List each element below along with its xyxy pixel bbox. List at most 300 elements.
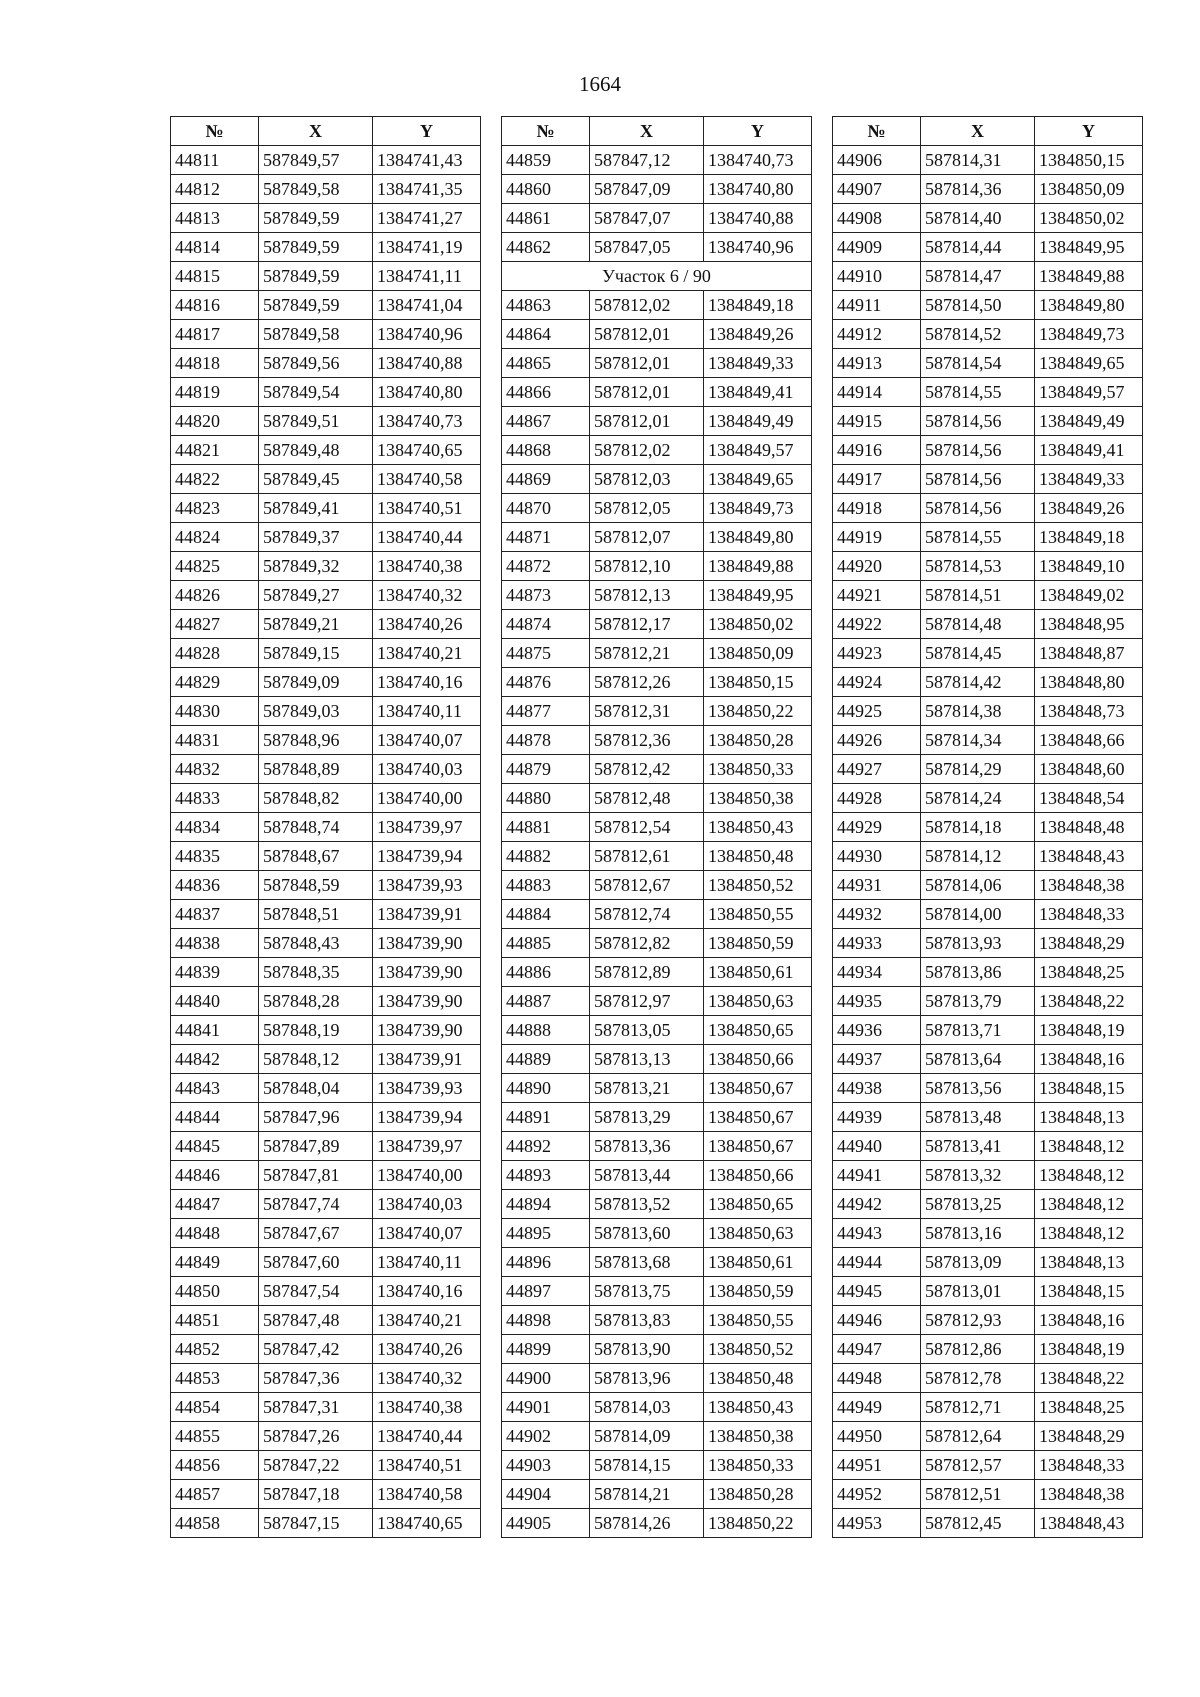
table-row [171,1045,481,1074]
y-coordinate-cell: 1384740,58 [373,1480,481,1509]
table-row [833,1509,1143,1538]
point-number-cell: 44922 [833,610,921,639]
y-coordinate-cell: 1384850,43 [704,1393,812,1422]
point-number-cell: 44859 [502,146,590,175]
y-coordinate-cell: 1384740,73 [373,407,481,436]
point-number-cell: 44919 [833,523,921,552]
x-coordinate-cell: 587813,41 [921,1132,1035,1161]
point-number-cell: 44848 [171,1219,259,1248]
x-coordinate-cell: 587814,00 [921,900,1035,929]
table-row [171,262,481,291]
table-row [171,1219,481,1248]
point-number-cell: 44826 [171,581,259,610]
x-coordinate-cell: 587849,21 [259,610,373,639]
table-row [502,436,812,465]
x-coordinate-cell: 587812,42 [590,755,704,784]
table-row [833,813,1143,842]
y-coordinate-cell: 1384848,33 [1035,900,1143,929]
table-row [833,1074,1143,1103]
point-number-cell: 44869 [502,465,590,494]
x-coordinate-cell: 587813,86 [921,958,1035,987]
point-number-cell: 44836 [171,871,259,900]
point-number-cell: 44912 [833,320,921,349]
table-row [171,1480,481,1509]
y-coordinate-cell: 1384850,63 [704,1219,812,1248]
x-coordinate-cell: 587848,67 [259,842,373,871]
x-coordinate-cell: 587812,31 [590,697,704,726]
point-number-cell: 44861 [502,204,590,233]
x-coordinate-cell: 587812,07 [590,523,704,552]
x-coordinate-cell: 587847,48 [259,1306,373,1335]
x-coordinate-cell: 587812,57 [921,1451,1035,1480]
point-number-cell: 44893 [502,1161,590,1190]
x-coordinate-cell: 587847,22 [259,1451,373,1480]
x-coordinate-cell: 587813,25 [921,1190,1035,1219]
table-row [833,1306,1143,1335]
point-number-cell: 44838 [171,929,259,958]
point-number-cell: 44913 [833,349,921,378]
table-row [171,1016,481,1045]
y-coordinate-cell: 1384850,67 [704,1074,812,1103]
y-coordinate-cell: 1384849,26 [1035,494,1143,523]
point-number-cell: 44881 [502,813,590,842]
y-coordinate-cell: 1384850,63 [704,987,812,1016]
table-row [171,1103,481,1132]
table-row [833,552,1143,581]
x-coordinate-cell: 587812,02 [590,291,704,320]
table-row [833,726,1143,755]
y-coordinate-cell: 1384740,11 [373,697,481,726]
table-row [833,465,1143,494]
y-coordinate-cell: 1384850,43 [704,813,812,842]
point-number-cell: 44906 [833,146,921,175]
table-row [171,958,481,987]
y-coordinate-cell: 1384849,41 [704,378,812,407]
table-row [833,262,1143,291]
point-number-cell: 44888 [502,1016,590,1045]
x-coordinate-cell: 587814,31 [921,146,1035,175]
x-coordinate-cell: 587847,74 [259,1190,373,1219]
y-coordinate-cell: 1384848,22 [1035,1364,1143,1393]
table-row [502,1219,812,1248]
table-row [502,378,812,407]
table-row [171,929,481,958]
table-row [171,755,481,784]
point-number-cell: 44853 [171,1364,259,1393]
y-coordinate-cell: 1384740,00 [373,1161,481,1190]
y-coordinate-cell: 1384740,11 [373,1248,481,1277]
table-row [833,1190,1143,1219]
x-coordinate-cell: 587814,56 [921,436,1035,465]
x-coordinate-cell: 587849,37 [259,523,373,552]
y-coordinate-cell: 1384740,07 [373,1219,481,1248]
y-coordinate-cell: 1384849,65 [704,465,812,494]
point-number-cell: 44865 [502,349,590,378]
x-coordinate-cell: 587814,44 [921,233,1035,262]
x-coordinate-cell: 587812,10 [590,552,704,581]
table-row [833,291,1143,320]
x-coordinate-cell: 587813,21 [590,1074,704,1103]
table-row [502,610,812,639]
x-coordinate-cell: 587812,05 [590,494,704,523]
y-coordinate-cell: 1384740,96 [373,320,481,349]
y-coordinate-cell: 1384848,43 [1035,842,1143,871]
x-coordinate-cell: 587847,36 [259,1364,373,1393]
y-coordinate-cell: 1384741,35 [373,175,481,204]
y-coordinate-cell: 1384850,22 [704,697,812,726]
table-row [502,1074,812,1103]
y-coordinate-cell: 1384741,27 [373,204,481,233]
table-row [171,523,481,552]
table-row [833,523,1143,552]
table-row [502,349,812,378]
table-row [833,755,1143,784]
point-number-cell: 44887 [502,987,590,1016]
x-coordinate-cell: 587849,03 [259,697,373,726]
point-number-cell: 44889 [502,1045,590,1074]
y-coordinate-cell: 1384848,22 [1035,987,1143,1016]
table-row [502,465,812,494]
x-coordinate-cell: 587814,21 [590,1480,704,1509]
section-row [502,262,812,291]
point-number-cell: 44860 [502,175,590,204]
x-coordinate-cell: 587849,51 [259,407,373,436]
point-number-cell: 44856 [171,1451,259,1480]
table-row [502,1161,812,1190]
table-row [171,204,481,233]
table-row [171,900,481,929]
table-row [833,1248,1143,1277]
y-coordinate-cell: 1384848,38 [1035,1480,1143,1509]
y-coordinate-cell: 1384740,32 [373,581,481,610]
point-number-cell: 44952 [833,1480,921,1509]
point-number-cell: 44823 [171,494,259,523]
x-coordinate-cell: 587814,53 [921,552,1035,581]
x-coordinate-cell: 587813,64 [921,1045,1035,1074]
x-coordinate-cell: 587813,96 [590,1364,704,1393]
point-number-cell: 44817 [171,320,259,349]
x-coordinate-cell: 587813,71 [921,1016,1035,1045]
y-coordinate-cell: 1384849,57 [1035,378,1143,407]
x-coordinate-cell: 587812,13 [590,581,704,610]
point-number-cell: 44932 [833,900,921,929]
x-coordinate-cell: 587849,32 [259,552,373,581]
x-coordinate-cell: 587812,36 [590,726,704,755]
x-coordinate-cell: 587814,42 [921,668,1035,697]
y-coordinate-cell: 1384849,02 [1035,581,1143,610]
point-number-cell: 44830 [171,697,259,726]
point-number-cell: 44931 [833,871,921,900]
table-row [833,146,1143,175]
point-number-cell: 44930 [833,842,921,871]
y-coordinate-cell: 1384848,12 [1035,1132,1143,1161]
point-number-cell: 44873 [502,581,590,610]
y-coordinate-cell: 1384740,88 [704,204,812,233]
y-coordinate-cell: 1384848,66 [1035,726,1143,755]
y-coordinate-cell: 1384740,07 [373,726,481,755]
x-coordinate-cell: 587812,17 [590,610,704,639]
point-number-cell: 44870 [502,494,590,523]
table-row [833,1161,1143,1190]
x-coordinate-cell: 587847,89 [259,1132,373,1161]
table-row [171,668,481,697]
y-coordinate-cell: 1384741,04 [373,291,481,320]
table-row [833,349,1143,378]
x-coordinate-cell: 587847,09 [590,175,704,204]
y-coordinate-cell: 1384849,95 [1035,233,1143,262]
table-row [833,871,1143,900]
y-coordinate-cell: 1384849,80 [704,523,812,552]
table-row [833,1422,1143,1451]
x-coordinate-cell: 587814,55 [921,523,1035,552]
y-coordinate-cell: 1384848,29 [1035,1422,1143,1451]
table-row [833,378,1143,407]
point-number-cell: 44924 [833,668,921,697]
y-coordinate-cell: 1384849,88 [704,552,812,581]
y-coordinate-cell: 1384848,12 [1035,1190,1143,1219]
point-number-cell: 44902 [502,1422,590,1451]
table-row [171,320,481,349]
table-row [502,958,812,987]
point-number-cell: 44940 [833,1132,921,1161]
table-row [502,871,812,900]
table-row [502,1306,812,1335]
table-row [171,581,481,610]
x-coordinate-cell: 587848,51 [259,900,373,929]
x-coordinate-cell: 587848,12 [259,1045,373,1074]
point-number-cell: 44827 [171,610,259,639]
point-number-cell: 44844 [171,1103,259,1132]
header-y: Y [373,117,481,146]
point-number-cell: 44849 [171,1248,259,1277]
point-number-cell: 44818 [171,349,259,378]
y-coordinate-cell: 1384740,96 [704,233,812,262]
x-coordinate-cell: 587812,01 [590,349,704,378]
table-row [171,349,481,378]
y-coordinate-cell: 1384849,73 [1035,320,1143,349]
y-coordinate-cell: 1384848,60 [1035,755,1143,784]
y-coordinate-cell: 1384849,49 [1035,407,1143,436]
table-row [833,610,1143,639]
y-coordinate-cell: 1384849,18 [704,291,812,320]
point-number-cell: 44832 [171,755,259,784]
x-coordinate-cell: 587849,59 [259,262,373,291]
table-row [502,552,812,581]
x-coordinate-cell: 587847,81 [259,1161,373,1190]
point-number-cell: 44812 [171,175,259,204]
header-number: № [833,117,921,146]
y-coordinate-cell: 1384739,90 [373,929,481,958]
y-coordinate-cell: 1384848,29 [1035,929,1143,958]
point-number-cell: 44890 [502,1074,590,1103]
table-row [502,581,812,610]
point-number-cell: 44923 [833,639,921,668]
x-coordinate-cell: 587849,41 [259,494,373,523]
table-row [171,291,481,320]
x-coordinate-cell: 587812,74 [590,900,704,929]
table-row [171,465,481,494]
y-coordinate-cell: 1384740,26 [373,1335,481,1364]
y-coordinate-cell: 1384740,58 [373,465,481,494]
y-coordinate-cell: 1384740,51 [373,1451,481,1480]
table-row [502,900,812,929]
y-coordinate-cell: 1384848,15 [1035,1277,1143,1306]
x-coordinate-cell: 587812,45 [921,1509,1035,1538]
x-coordinate-cell: 587814,06 [921,871,1035,900]
x-coordinate-cell: 587847,26 [259,1422,373,1451]
x-coordinate-cell: 587848,59 [259,871,373,900]
y-coordinate-cell: 1384740,03 [373,1190,481,1219]
y-coordinate-cell: 1384850,66 [704,1045,812,1074]
table-row [171,639,481,668]
y-coordinate-cell: 1384848,19 [1035,1016,1143,1045]
point-number-cell: 44896 [502,1248,590,1277]
x-coordinate-cell: 587813,01 [921,1277,1035,1306]
point-number-cell: 44877 [502,697,590,726]
point-number-cell: 44900 [502,1364,590,1393]
table-row [502,929,812,958]
point-number-cell: 44942 [833,1190,921,1219]
table-row [171,813,481,842]
y-coordinate-cell: 1384739,93 [373,1074,481,1103]
y-coordinate-cell: 1384850,28 [704,1480,812,1509]
x-coordinate-cell: 587812,48 [590,784,704,813]
table-row [171,175,481,204]
point-number-cell: 44943 [833,1219,921,1248]
x-coordinate-cell: 587847,96 [259,1103,373,1132]
x-coordinate-cell: 587847,05 [590,233,704,262]
x-coordinate-cell: 587814,56 [921,465,1035,494]
y-coordinate-cell: 1384850,55 [704,1306,812,1335]
x-coordinate-cell: 587814,18 [921,813,1035,842]
header-number: № [171,117,259,146]
y-coordinate-cell: 1384740,44 [373,523,481,552]
table-row [502,1422,812,1451]
x-coordinate-cell: 587813,36 [590,1132,704,1161]
point-number-cell: 44867 [502,407,590,436]
y-coordinate-cell: 1384740,00 [373,784,481,813]
x-coordinate-cell: 587814,54 [921,349,1035,378]
y-coordinate-cell: 1384740,44 [373,1422,481,1451]
table-row [502,233,812,262]
point-number-cell: 44866 [502,378,590,407]
table-row [502,1335,812,1364]
x-coordinate-cell: 587814,15 [590,1451,704,1480]
table-row [833,784,1143,813]
table-row [833,581,1143,610]
table-row [833,1480,1143,1509]
x-coordinate-cell: 587814,51 [921,581,1035,610]
point-number-cell: 44847 [171,1190,259,1219]
x-coordinate-cell: 587814,45 [921,639,1035,668]
table-row [833,204,1143,233]
x-coordinate-cell: 587814,38 [921,697,1035,726]
table-row [502,697,812,726]
table-row [171,1422,481,1451]
table-row [833,436,1143,465]
y-coordinate-cell: 1384739,97 [373,813,481,842]
point-number-cell: 44864 [502,320,590,349]
y-coordinate-cell: 1384849,88 [1035,262,1143,291]
table-row [171,494,481,523]
table-row [833,1045,1143,1074]
point-number-cell: 44843 [171,1074,259,1103]
x-coordinate-cell: 587812,51 [921,1480,1035,1509]
table-row [502,494,812,523]
point-number-cell: 44875 [502,639,590,668]
table-row [171,233,481,262]
point-number-cell: 44933 [833,929,921,958]
x-coordinate-cell: 587849,57 [259,146,373,175]
point-number-cell: 44885 [502,929,590,958]
point-number-cell: 44821 [171,436,259,465]
point-number-cell: 44876 [502,668,590,697]
point-number-cell: 44951 [833,1451,921,1480]
point-number-cell: 44886 [502,958,590,987]
point-number-cell: 44891 [502,1103,590,1132]
x-coordinate-cell: 587813,60 [590,1219,704,1248]
x-coordinate-cell: 587813,83 [590,1306,704,1335]
y-coordinate-cell: 1384849,41 [1035,436,1143,465]
point-number-cell: 44878 [502,726,590,755]
table-row [502,1132,812,1161]
y-coordinate-cell: 1384741,43 [373,146,481,175]
y-coordinate-cell: 1384739,94 [373,1103,481,1132]
header-number: № [502,117,590,146]
y-coordinate-cell: 1384739,91 [373,1045,481,1074]
point-number-cell: 44872 [502,552,590,581]
table-row [502,1277,812,1306]
x-coordinate-cell: 587813,32 [921,1161,1035,1190]
table-row [171,1277,481,1306]
y-coordinate-cell: 1384850,67 [704,1103,812,1132]
y-coordinate-cell: 1384740,21 [373,1306,481,1335]
y-coordinate-cell: 1384850,52 [704,871,812,900]
table-row [171,1161,481,1190]
y-coordinate-cell: 1384850,59 [704,1277,812,1306]
table-row [171,1074,481,1103]
y-coordinate-cell: 1384850,67 [704,1132,812,1161]
table-row [833,1132,1143,1161]
point-number-cell: 44833 [171,784,259,813]
table-row [502,987,812,1016]
x-coordinate-cell: 587849,59 [259,291,373,320]
y-coordinate-cell: 1384740,26 [373,610,481,639]
x-coordinate-cell: 587814,50 [921,291,1035,320]
y-coordinate-cell: 1384850,09 [704,639,812,668]
x-coordinate-cell: 587814,09 [590,1422,704,1451]
x-coordinate-cell: 587813,44 [590,1161,704,1190]
table-row [833,1364,1143,1393]
section-label: Участок 6 / 90 [502,262,812,291]
y-coordinate-cell: 1384740,80 [704,175,812,204]
y-coordinate-cell: 1384740,21 [373,639,481,668]
point-number-cell: 44898 [502,1306,590,1335]
table-row [833,1393,1143,1422]
y-coordinate-cell: 1384849,65 [1035,349,1143,378]
y-coordinate-cell: 1384848,25 [1035,1393,1143,1422]
table-row [171,871,481,900]
x-coordinate-cell: 587814,03 [590,1393,704,1422]
table-row [171,1132,481,1161]
y-coordinate-cell: 1384740,38 [373,552,481,581]
table-row [502,842,812,871]
y-coordinate-cell: 1384849,57 [704,436,812,465]
point-number-cell: 44925 [833,697,921,726]
point-number-cell: 44938 [833,1074,921,1103]
header-y: Y [1035,117,1143,146]
point-number-cell: 44917 [833,465,921,494]
